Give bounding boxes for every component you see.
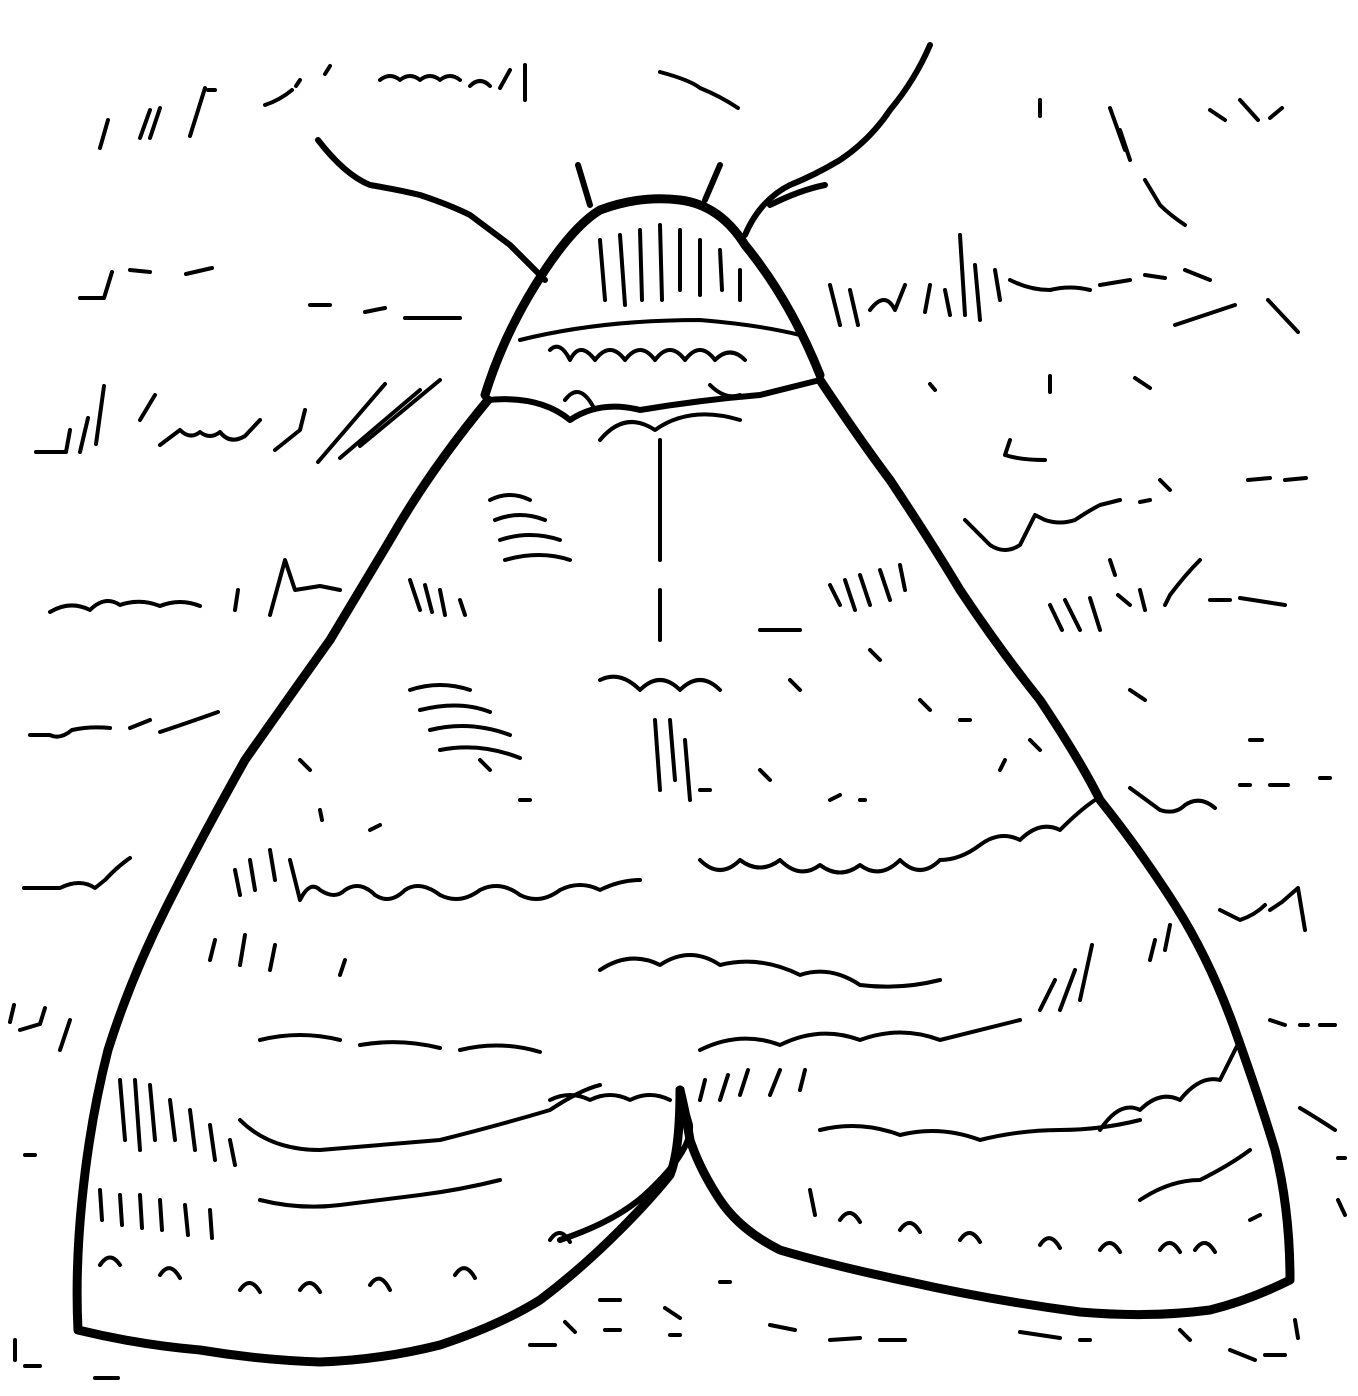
wing-outline-right xyxy=(680,380,1290,1315)
wing-outline-left xyxy=(77,400,680,1362)
wing-markings xyxy=(100,440,1260,1292)
background-hatching xyxy=(10,65,1345,1378)
left-antenna xyxy=(318,140,545,280)
antennae xyxy=(318,45,930,280)
moth-wings xyxy=(77,380,1290,1362)
